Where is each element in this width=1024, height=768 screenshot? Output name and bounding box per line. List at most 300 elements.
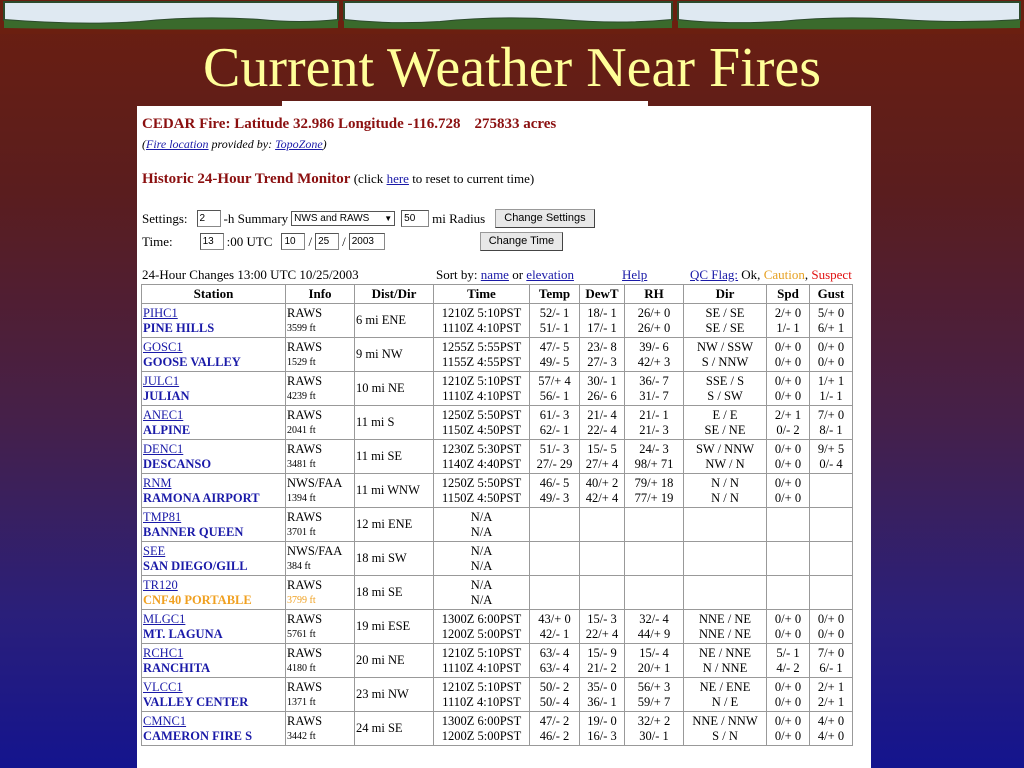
wind-dir-cell	[684, 338, 767, 372]
time-cell-latest: 1210Z 5:10PST	[441, 679, 522, 694]
wind-dir-cell-previous: S / SW	[707, 388, 743, 403]
dewpoint-cell	[580, 474, 625, 508]
settings-row	[142, 209, 595, 228]
info-cell	[286, 474, 355, 508]
gust-cell	[810, 372, 853, 406]
distance-direction: 23 mi NW	[355, 678, 434, 712]
time-cell-previous: 1200Z 5:00PST	[441, 728, 522, 743]
wind-dir-cell-latest: SW / NNW	[695, 441, 755, 456]
temp-cell	[530, 304, 580, 338]
station-id-link[interactable]: VLCC1	[143, 679, 183, 694]
rh-cell-previous: 20/+ 1	[637, 660, 671, 675]
dewpoint-cell	[580, 440, 625, 474]
sort-by-name-link[interactable]: name	[480, 267, 509, 282]
wind-dir-cell-previous: N / N	[711, 490, 739, 505]
rh-cell-latest: 32/- 4	[639, 611, 669, 626]
time-cell-latest: 1210Z 5:10PST	[441, 645, 522, 660]
dewpoint-cell-latest: 40/+ 2	[585, 475, 619, 490]
station-name: JULIAN	[143, 388, 190, 403]
date-separator: /	[308, 233, 313, 249]
temp-cell	[530, 508, 580, 542]
wind-dir-cell	[684, 542, 767, 576]
info-cell	[286, 542, 355, 576]
time-cell	[434, 508, 530, 542]
info-cell	[286, 576, 355, 610]
station-network: RAWS	[287, 305, 323, 320]
station-cell	[142, 610, 286, 644]
temp-cell-latest: 47/- 5	[539, 339, 570, 354]
fire-credit	[142, 137, 327, 152]
gust-cell-latest: 0/+ 0	[817, 611, 845, 626]
distance-direction: 11 mi S	[355, 406, 434, 440]
hours-input[interactable]	[197, 210, 221, 227]
temp-cell	[530, 644, 580, 678]
rh-cell-previous: 21/- 3	[639, 422, 669, 437]
col-header-dir: Dir	[684, 285, 767, 304]
qc-comma: ,	[804, 267, 812, 282]
dewpoint-cell-previous: 22/- 4	[587, 422, 617, 437]
radius-input[interactable]	[401, 210, 429, 227]
qc-ok: Ok,	[738, 267, 764, 282]
wind-speed-cell	[767, 542, 810, 576]
wind-dir-cell	[684, 678, 767, 712]
station-name: ALPINE	[143, 422, 191, 437]
info-cell	[286, 678, 355, 712]
wind-speed-cell	[767, 678, 810, 712]
dewpoint-cell	[580, 304, 625, 338]
station-elevation: 5761 ft	[287, 628, 316, 640]
station-elevation: 2041 ft	[287, 424, 316, 436]
time-cell-latest: N/A	[470, 509, 493, 524]
time-cell-previous: 1110Z 4:10PST	[442, 320, 521, 335]
dewpoint-cell-previous: 16/- 3	[587, 728, 617, 743]
temp-cell-latest: 51/- 3	[539, 441, 570, 456]
station-name: BANNER QUEEN	[143, 524, 244, 539]
station-cell	[142, 406, 286, 440]
dewpoint-cell-latest: 15/- 5	[587, 441, 617, 456]
temp-cell	[530, 440, 580, 474]
wind-dir-cell-latest: NE / ENE	[699, 679, 751, 694]
wind-speed-cell-latest: 0/+ 0	[774, 339, 802, 354]
temp-cell	[530, 406, 580, 440]
dewpoint-cell	[580, 610, 625, 644]
dewpoint-cell-latest: 15/- 9	[587, 645, 617, 660]
rh-cell	[625, 508, 684, 542]
col-header-dewt: DewT	[580, 285, 625, 304]
trend-note-post: to reset to current time)	[408, 171, 535, 186]
wind-speed-cell-previous: 0/+ 0	[774, 728, 802, 743]
temp-cell-previous: 49/- 3	[539, 490, 570, 505]
station-elevation: 3599 ft	[287, 322, 316, 334]
gust-cell-latest: 7/+ 0	[817, 407, 845, 422]
station-elevation: 3701 ft	[287, 526, 316, 538]
wind-dir-cell-latest: NNE / NNW	[692, 713, 758, 728]
temp-cell-previous: 51/- 1	[539, 320, 570, 335]
station-network: RAWS	[287, 339, 323, 354]
temp-cell	[530, 372, 580, 406]
credit-close-paren: )	[322, 137, 327, 151]
wind-dir-cell-previous: N / E	[711, 694, 739, 709]
col-header-info: Info	[286, 285, 355, 304]
station-elevation: 3442 ft	[287, 730, 316, 742]
station-id-link[interactable]: CMNC1	[143, 713, 187, 728]
station-cell	[142, 304, 286, 338]
station-name: VALLEY CENTER	[143, 694, 249, 709]
station-network: RAWS	[287, 407, 323, 422]
station-id-link[interactable]: MLGC1	[143, 611, 186, 626]
table-row	[142, 406, 853, 440]
station-id-link[interactable]: DENC1	[143, 441, 184, 456]
gust-cell-previous: 0/+ 0	[817, 354, 845, 369]
wind-dir-cell	[684, 576, 767, 610]
rh-cell	[625, 542, 684, 576]
info-cell	[286, 712, 355, 746]
station-cell	[142, 644, 286, 678]
distance-direction: 18 mi SW	[355, 542, 434, 576]
station-id-link[interactable]: ANEC1	[143, 407, 184, 422]
time-cell	[434, 338, 530, 372]
dewpoint-cell-previous: 27/- 3	[587, 354, 617, 369]
distance-direction: 11 mi SE	[355, 440, 434, 474]
sort-label: Sort by:	[436, 267, 481, 282]
wind-speed-cell	[767, 508, 810, 542]
gust-cell-previous: 8/- 1	[819, 422, 843, 437]
wind-dir-cell-latest: NW / SSW	[696, 339, 754, 354]
radius-suffix: mi Radius	[432, 210, 486, 226]
sort-by-elevation-link[interactable]: elevation	[526, 267, 574, 282]
station-elevation: 4180 ft	[287, 662, 316, 674]
trend-title: Historic 24-Hour Trend Monitor	[142, 171, 351, 187]
station-id-link[interactable]: TR120	[143, 577, 178, 592]
hour-suffix: :00 UTC	[226, 233, 273, 249]
dewpoint-cell-latest: 15/- 3	[587, 611, 617, 626]
time-cell-previous: 1200Z 5:00PST	[441, 626, 522, 641]
wind-dir-cell-previous: NNE / NE	[698, 626, 752, 641]
station-cell	[142, 678, 286, 712]
topozone-link[interactable]: TopoZone	[275, 137, 323, 151]
gust-cell-latest: 7/+ 0	[817, 645, 845, 660]
table-row	[142, 576, 853, 610]
dewpoint-cell-latest: 35/- 0	[587, 679, 617, 694]
station-id-link[interactable]: PIHC1	[143, 305, 178, 320]
station-id-link[interactable]: TMP81	[143, 509, 182, 524]
dewpoint-cell-latest: 18/- 1	[587, 305, 617, 320]
gust-cell	[810, 678, 853, 712]
table-row	[142, 542, 853, 576]
wind-speed-cell	[767, 576, 810, 610]
slide-title: Current Weather Near Fires	[203, 37, 821, 99]
change-settings-button[interactable]: Change Settings	[495, 209, 594, 228]
wind-speed-cell-previous: 0/+ 0	[774, 626, 802, 641]
gust-cell	[810, 542, 853, 576]
table-row	[142, 338, 853, 372]
station-name: RANCHITA	[143, 660, 211, 675]
time-cell-latest: N/A	[470, 543, 493, 558]
table-row	[142, 440, 853, 474]
wind-speed-cell-latest: 2/+ 1	[774, 407, 802, 422]
temp-cell	[530, 712, 580, 746]
station-elevation: 384 ft	[287, 560, 311, 572]
temp-cell-latest: 61/- 3	[539, 407, 570, 422]
wind-speed-cell-previous: 0/- 2	[776, 422, 800, 437]
dewpoint-cell	[580, 712, 625, 746]
time-cell-previous: N/A	[470, 592, 493, 607]
temp-cell-latest: 63/- 4	[539, 645, 570, 660]
hours-suffix: -h Summary	[223, 210, 289, 226]
dewpoint-cell-previous: 21/- 2	[587, 660, 617, 675]
wind-speed-cell-latest: 5/- 1	[776, 645, 800, 660]
dewpoint-cell-previous: 42/+ 4	[585, 490, 619, 505]
distance-direction: 20 mi NE	[355, 644, 434, 678]
wind-dir-cell	[684, 644, 767, 678]
rh-cell	[625, 338, 684, 372]
dewpoint-cell-previous: 22/+ 4	[585, 626, 619, 641]
time-cell-latest: 1230Z 5:30PST	[441, 441, 522, 456]
station-id-link[interactable]: SEE	[143, 543, 166, 558]
time-cell	[434, 440, 530, 474]
rh-cell	[625, 712, 684, 746]
rh-cell-previous: 44/+ 9	[637, 626, 671, 641]
time-cell-latest: 1300Z 6:00PST	[441, 611, 522, 626]
temp-cell-latest: 43/+ 0	[538, 611, 571, 626]
temp-cell-previous: 27/- 29	[536, 456, 573, 471]
help-link[interactable]: Help	[622, 267, 648, 282]
rh-cell	[625, 406, 684, 440]
rh-cell	[625, 644, 684, 678]
day-input[interactable]	[315, 233, 339, 250]
gust-cell-previous: 6/+ 1	[817, 320, 845, 335]
fire-location-link[interactable]: Fire location	[146, 137, 209, 151]
distance-direction: 11 mi WNW	[355, 474, 434, 508]
month-input[interactable]	[281, 233, 305, 250]
station-cell	[142, 474, 286, 508]
station-name: CAMERON FIRE S	[143, 728, 253, 743]
wind-dir-cell	[684, 304, 767, 338]
change-time-button[interactable]: Change Time	[480, 232, 563, 251]
wind-dir-cell	[684, 712, 767, 746]
wind-dir-cell	[684, 440, 767, 474]
time-cell	[434, 644, 530, 678]
rh-cell-previous: 26/+ 0	[637, 320, 671, 335]
info-cell	[286, 610, 355, 644]
col-header-station: Station	[142, 285, 286, 304]
gust-cell-latest: 0/+ 0	[817, 339, 845, 354]
time-cell-previous: 1150Z 4:50PST	[441, 422, 522, 437]
time-cell-previous: N/A	[470, 524, 493, 539]
wind-speed-cell-previous: 0/+ 0	[774, 694, 802, 709]
station-id-link[interactable]: JULC1	[143, 373, 180, 388]
wind-dir-cell-latest: SE / SE	[705, 305, 745, 320]
info-cell	[286, 372, 355, 406]
trend-heading	[142, 171, 534, 188]
rh-cell-previous: 42/+ 3	[637, 354, 671, 369]
gust-cell	[810, 610, 853, 644]
wind-dir-cell-previous: SE / SE	[705, 320, 745, 335]
rh-cell-latest: 24/- 3	[639, 441, 669, 456]
wind-dir-cell	[684, 610, 767, 644]
table-row	[142, 712, 853, 746]
time-cell-latest: 1210Z 5:10PST	[441, 373, 522, 388]
rh-cell	[625, 678, 684, 712]
rh-cell-previous: 77/+ 19	[634, 490, 674, 505]
station-id-link[interactable]: RCHC1	[143, 645, 184, 660]
reset-time-link[interactable]: here	[386, 171, 409, 186]
network-select[interactable]	[291, 211, 395, 226]
station-network: RAWS	[287, 373, 323, 388]
chevron-down-icon: ▼	[384, 214, 393, 223]
temp-cell	[530, 576, 580, 610]
col-header-dist-dir: Dist/Dir	[355, 285, 434, 304]
rh-cell-latest: 36/- 7	[639, 373, 669, 388]
dewpoint-cell-previous: 26/- 6	[587, 388, 617, 403]
gust-cell	[810, 508, 853, 542]
rh-cell	[625, 610, 684, 644]
hour-input[interactable]	[200, 233, 224, 250]
changes-title: 24-Hour Changes 13:00 UTC 10/25/2003	[142, 267, 359, 282]
time-cell-latest: 1300Z 6:00PST	[441, 713, 522, 728]
dewpoint-cell	[580, 338, 625, 372]
time-cell-previous: 1140Z 4:40PST	[441, 456, 522, 471]
station-id-link[interactable]: RNM	[143, 475, 172, 490]
gust-cell	[810, 304, 853, 338]
time-cell	[434, 610, 530, 644]
station-elevation: 1529 ft	[287, 356, 316, 368]
wind-dir-cell-previous: NW / N	[705, 456, 745, 471]
wind-dir-cell-latest: N / N	[711, 475, 739, 490]
station-cell	[142, 508, 286, 542]
temp-cell-latest: 50/- 2	[539, 679, 570, 694]
info-cell	[286, 644, 355, 678]
station-network: NWS/FAA	[287, 475, 343, 490]
station-elevation: 3799 ft	[287, 594, 316, 606]
wind-speed-cell-previous: 0/+ 0	[774, 354, 802, 369]
time-cell-latest: 1250Z 5:50PST	[441, 475, 522, 490]
temp-cell-previous: 46/- 2	[539, 728, 570, 743]
station-name: DESCANSO	[143, 456, 212, 471]
station-network: RAWS	[287, 679, 323, 694]
wind-speed-cell-latest: 2/+ 0	[774, 305, 802, 320]
station-cell	[142, 542, 286, 576]
dewpoint-cell	[580, 542, 625, 576]
time-cell-latest: 1210Z 5:10PST	[441, 305, 522, 320]
rh-cell-previous: 30/- 1	[639, 728, 669, 743]
rh-cell-previous: 98/+ 71	[634, 456, 674, 471]
dewpoint-cell	[580, 576, 625, 610]
qc-legend	[690, 267, 852, 283]
col-header-rh: RH	[625, 285, 684, 304]
table-row	[142, 304, 853, 338]
sort-or: or	[508, 267, 527, 282]
network-select-value: NWS and RAWS	[294, 213, 370, 224]
wind-speed-cell	[767, 474, 810, 508]
gust-cell-previous: 4/+ 0	[817, 728, 845, 743]
wind-speed-cell-previous: 0/+ 0	[774, 490, 802, 505]
gust-cell-latest: 5/+ 0	[817, 305, 845, 320]
dewpoint-cell-previous: 17/- 1	[587, 320, 617, 335]
station-network: RAWS	[287, 441, 323, 456]
time-row	[142, 232, 563, 251]
weather-table	[141, 284, 853, 746]
time-cell-latest: 1250Z 5:50PST	[441, 407, 522, 422]
sort-controls	[436, 267, 574, 283]
wind-speed-cell-latest: 0/+ 0	[774, 679, 802, 694]
station-name: CNF40 PORTABLE	[143, 592, 252, 607]
distance-direction: 19 mi ESE	[355, 610, 434, 644]
time-cell-latest: 1255Z 5:55PST	[441, 339, 522, 354]
station-cell	[142, 372, 286, 406]
distance-direction: 9 mi NW	[355, 338, 434, 372]
station-network: NWS/FAA	[287, 543, 343, 558]
table-header-row	[142, 285, 853, 304]
station-id-link[interactable]: GOSC1	[143, 339, 183, 354]
info-cell	[286, 440, 355, 474]
station-cell	[142, 338, 286, 372]
dewpoint-cell	[580, 372, 625, 406]
gust-cell-previous: 0/- 4	[819, 456, 843, 471]
qc-flag-link[interactable]: QC Flag:	[690, 267, 739, 282]
rh-cell-latest: 26/+ 0	[637, 305, 671, 320]
station-network: RAWS	[287, 713, 323, 728]
rh-cell	[625, 440, 684, 474]
wind-dir-cell-latest: NE / NNE	[698, 645, 752, 660]
date-separator: /	[342, 233, 346, 249]
station-cell	[142, 576, 286, 610]
distance-direction: 12 mi ENE	[355, 508, 434, 542]
weather-table-body	[142, 304, 853, 746]
temp-cell-previous: 63/- 4	[539, 660, 570, 675]
station-elevation: 3481 ft	[287, 458, 316, 470]
rh-cell-previous: 59/+ 7	[637, 694, 671, 709]
time-cell	[434, 406, 530, 440]
time-cell	[434, 372, 530, 406]
time-cell	[434, 712, 530, 746]
wind-dir-cell-previous: S / N	[712, 728, 738, 743]
time-cell-previous: 1110Z 4:10PST	[442, 694, 521, 709]
fire-heading	[142, 116, 556, 133]
col-header-gust: Gust	[810, 285, 853, 304]
wind-speed-cell	[767, 372, 810, 406]
station-network: RAWS	[287, 611, 323, 626]
wind-dir-cell	[684, 508, 767, 542]
year-input[interactable]	[349, 233, 385, 250]
info-cell	[286, 338, 355, 372]
col-header-temp: Temp	[530, 285, 580, 304]
wind-speed-cell	[767, 644, 810, 678]
wind-dir-cell	[684, 474, 767, 508]
station-name: GOOSE VALLEY	[143, 354, 241, 369]
wind-dir-cell	[684, 406, 767, 440]
dewpoint-cell	[580, 508, 625, 542]
temp-cell-previous: 50/- 4	[539, 694, 570, 709]
dewpoint-cell	[580, 678, 625, 712]
wind-dir-cell	[684, 372, 767, 406]
station-network: RAWS	[287, 509, 323, 524]
dewpoint-cell-latest: 21/- 4	[587, 407, 617, 422]
col-header-spd: Spd	[767, 285, 810, 304]
wind-speed-cell-latest: 0/+ 0	[774, 475, 802, 490]
rh-cell	[625, 576, 684, 610]
temp-cell-latest: 52/- 1	[539, 305, 570, 320]
temp-cell	[530, 610, 580, 644]
time-cell	[434, 542, 530, 576]
dewpoint-cell-latest: 19/- 0	[587, 713, 617, 728]
rh-cell-latest: 79/+ 18	[634, 475, 674, 490]
time-cell-previous: N/A	[470, 558, 493, 573]
wind-speed-cell-previous: 1/- 1	[776, 320, 800, 335]
temp-cell-previous: 56/- 1	[539, 388, 570, 403]
gust-cell-latest: 4/+ 0	[817, 713, 845, 728]
temp-cell-previous: 62/- 1	[539, 422, 570, 437]
